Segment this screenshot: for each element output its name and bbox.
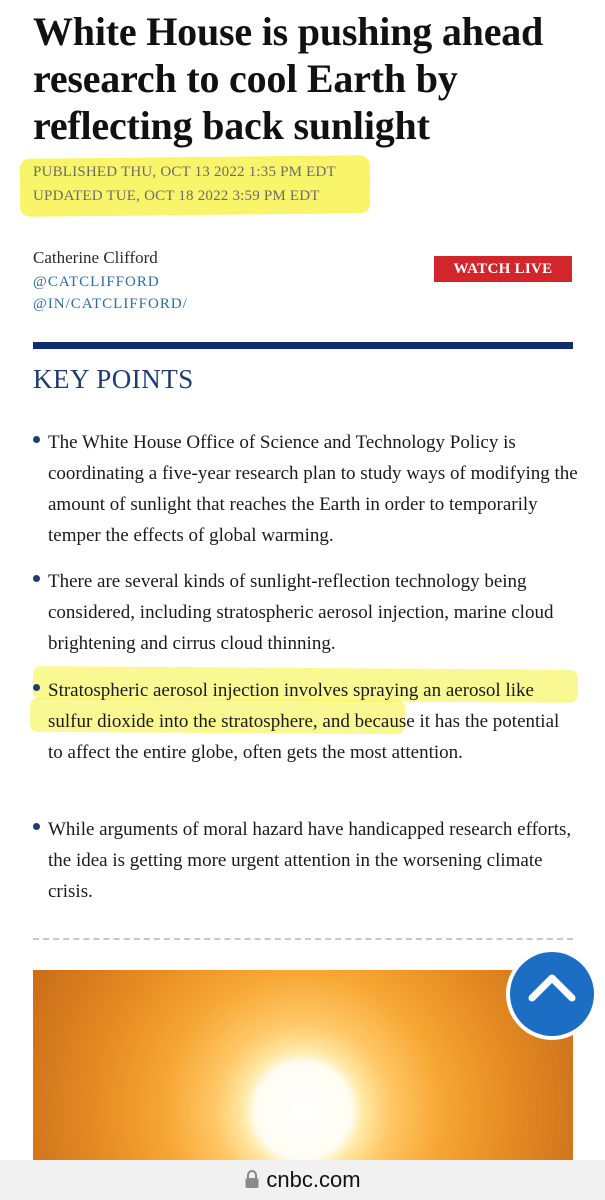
key-point-text: There are several kinds of sunlight-reflection technology being considered, including stratospheric aerosol injection, marine cloud brightening and cirrus cloud thinning.: [48, 571, 554, 654]
author-linkedin-link[interactable]: @IN/CATCLIFFORD/: [33, 296, 188, 312]
updated-date: UPDATED TUE, OCT 18 2022 3:59 PM EDT: [33, 188, 320, 204]
watch-live-button[interactable]: WATCH LIVE: [434, 256, 572, 282]
key-points-title: KEY POINTS: [33, 364, 194, 394]
lock-icon: [244, 1169, 260, 1189]
bullet-icon: [33, 436, 40, 443]
author-twitter-link[interactable]: @CATCLIFFORD: [33, 274, 160, 290]
section-divider: [33, 342, 573, 349]
bullet-icon: [33, 575, 40, 582]
scroll-to-top-button[interactable]: [506, 948, 598, 1040]
url-text: cnbc.com: [266, 1167, 361, 1192]
published-date: PUBLISHED THU, OCT 13 2022 1:35 PM EDT: [33, 164, 336, 180]
key-point-text: Stratospheric aerosol injection involves spraying an aerosol like sulfur dioxide into the stratosphere, and because it has the potential to affect the entire globe, often gets the most attention.: [48, 680, 560, 763]
dashed-divider: [33, 938, 573, 940]
bullet-icon: [33, 823, 40, 830]
article-headline: White House is pushing ahead research to cool Earth by reflecting back sunlight: [33, 9, 544, 148]
chevron-up-icon: [526, 970, 578, 1004]
article-dates: [20, 157, 370, 215]
browser-url-bar: [0, 1160, 605, 1200]
url-field[interactable]: [0, 1160, 605, 1200]
key-point-text: While arguments of moral hazard have handicapped research efforts, the idea is getting more urgent attention in the worsening climate crisis.: [48, 819, 572, 902]
key-point-text: The White House Office of Science and Technology Policy is coordinating a five-year research plan to study ways of modifying the amount of sunlight that reaches the Earth in order to temporarily temper the effects of global warming.: [48, 432, 578, 546]
author-name[interactable]: Catherine Clifford: [33, 248, 158, 267]
bullet-icon: [33, 684, 40, 691]
sun-hero-image: [33, 970, 573, 1160]
